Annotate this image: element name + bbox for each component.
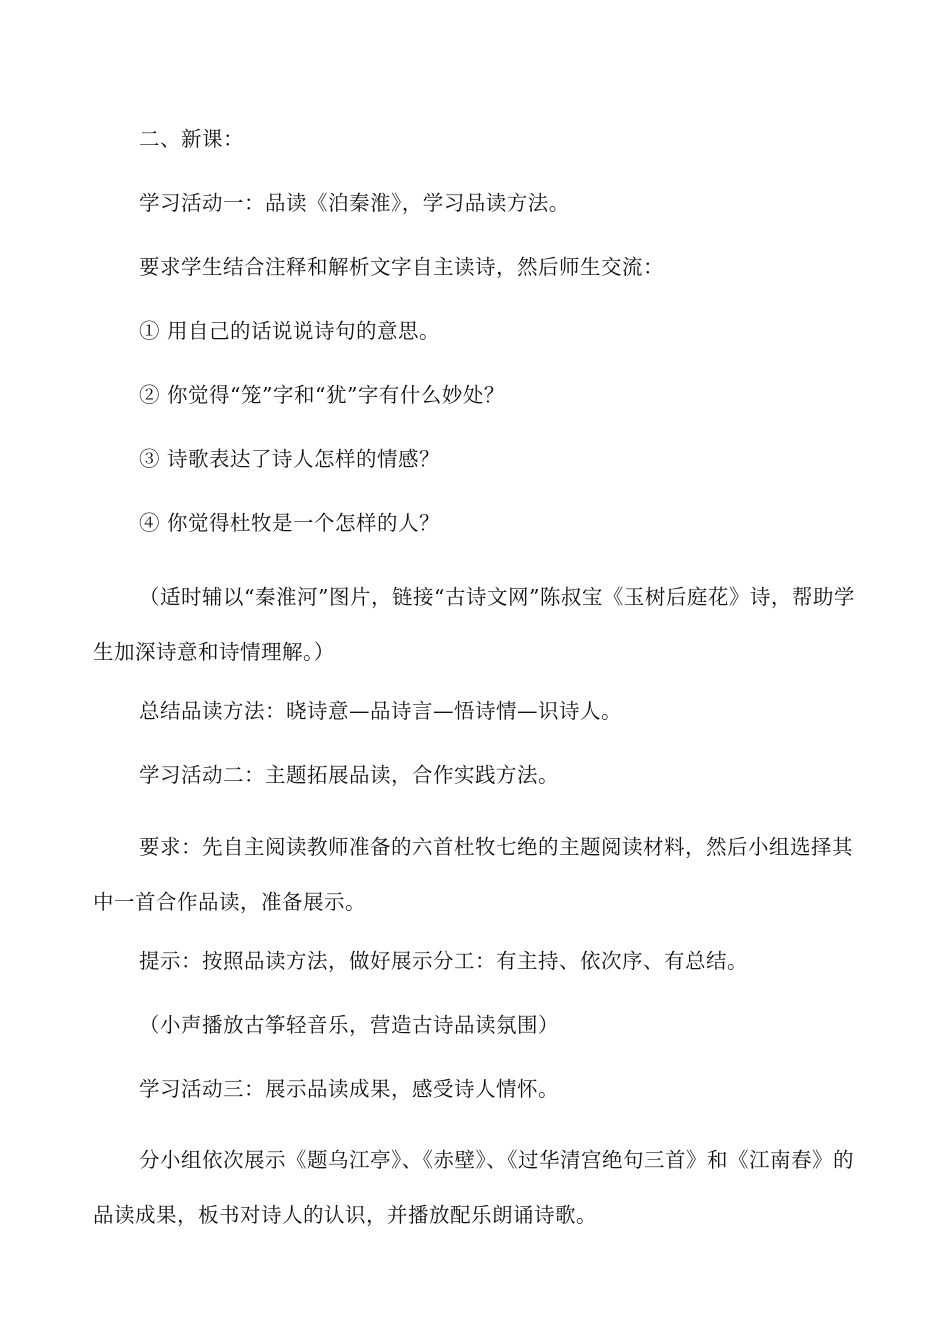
activity-three-heading: 学习活动三：展示品读成果，感受诗人情怀。 [139, 1077, 559, 1101]
question-item: ① 用自己的话说说诗句的意思。 [139, 319, 441, 343]
question-item: ③ 诗歌表达了诗人怎样的情感？ [139, 447, 441, 471]
section-heading: 二、新课： [139, 127, 244, 151]
paragraph: 分小组依次展示《题乌江亭》、《赤壁》、《过华清宫绝句三首》和《江南春》的品读成果，板书对诗人的认识，并播放配乐朗诵诗歌。 [93, 1148, 854, 1227]
paragraph: 总结品读方法：晓诗意—品诗言—悟诗情—识诗人。 [139, 699, 622, 723]
activity-two-heading: 学习活动二：主题拓展品读，合作实践方法。 [139, 763, 559, 787]
paragraph: 提示：按照品读方法，做好展示分工：有主持、依次序、有总结。 [139, 949, 748, 973]
question-item: ② 你觉得“笼”字和“犹”字有什么妙处？ [139, 383, 505, 407]
activity-one-heading: 学习活动一：品读《泊秦淮》，学习品读方法。 [139, 191, 570, 215]
paragraph: （小声播放古筝轻音乐，营造古诗品读氛围） [139, 1013, 559, 1037]
paragraph: 要求学生结合注释和解析文字自主读诗，然后师生交流： [139, 255, 664, 279]
question-item: ④ 你觉得杜牧是一个怎样的人？ [139, 511, 441, 535]
paragraph: 要求：先自主阅读教师准备的六首杜牧七绝的主题阅读材料，然后小组选择其中一首合作品读，准备展示。 [93, 835, 853, 914]
paragraph: （适时辅以“秦淮河”图片，链接“古诗文网”陈叔宝《玉树后庭花》诗，帮助学生加深诗意和诗情理解。） [93, 585, 855, 664]
